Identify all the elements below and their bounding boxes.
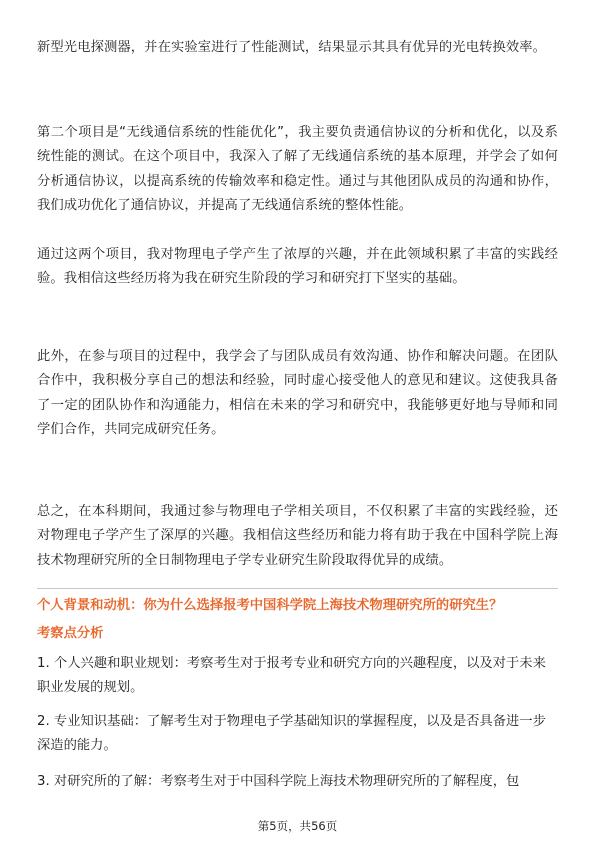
body-paragraph-5: 总之，在本科期间，我通过参与物理电子学相关项目，不仅积累了丰富的实践经验，还对物理电子学产生了深厚的兴趣。我相信这些经历和能力将有助于我在中国科学院上海技术物理研究所的全日制物理电子学专业研究生阶段取得优异的成绩。	[37, 504, 558, 568]
page-number-footer: 第5页，共56页	[257, 819, 338, 833]
analysis-point-1: 1. 个人兴趣和职业规划：考察考生对于报考专业和研究方向的兴趣程度，以及对于未来职业发展的规划。	[37, 656, 546, 696]
analysis-point-3: 3. 对研究所的了解：考察考生对于中国科学院上海技术物理研究所的了解程度，包	[37, 774, 520, 789]
body-paragraph-2: 第二个项目是“无线通信系统的性能优化”，我主要负责通信协议的分析和优化，以及系统性能的测试。在这个项目中，我深入了解了无线通信系统的基本原理，并学会了如何分析通信协议，以提高系统的传输效率和稳定性。通过与其他团队成员的沟通和协作，我们成功优化了通信协议，并提高了无线通信系统的整体性能。	[37, 125, 558, 214]
analysis-point-2: 2. 专业知识基础：了解考生对于物理电子学基础知识的掌握程度，以及是否具备进一步深造的能力。	[37, 714, 546, 754]
question-title: 个人背景和动机：你为什么选择报考中国科学院上海技术物理研究所的研究生？	[37, 598, 503, 613]
analysis-subheading: 考察点分析	[37, 626, 104, 641]
body-paragraph-3: 通过这两个项目，我对物理电子学产生了浓厚的兴趣，并在此领域积累了丰富的实践经验。我相信这些经历将为我在研究生阶段的学习和研究打下坚实的基础。	[37, 247, 558, 287]
body-paragraph-1: 新型光电探测器，并在实验室进行了性能测试，结果显示其具有优异的光电转换效率。	[37, 40, 547, 55]
body-paragraph-4: 此外，在参与项目的过程中，我学会了与团队成员有效沟通、协作和解决问题。在团队合作中，我积极分享自己的想法和经验，同时虚心接受他人的意见和建议。这使我具备了一定的团队协作和沟通能力，相信在未来的学习和研究中，我能够更好地与导师和同学们合作，共同完成研究任务。	[37, 349, 558, 438]
section-divider	[37, 588, 558, 589]
